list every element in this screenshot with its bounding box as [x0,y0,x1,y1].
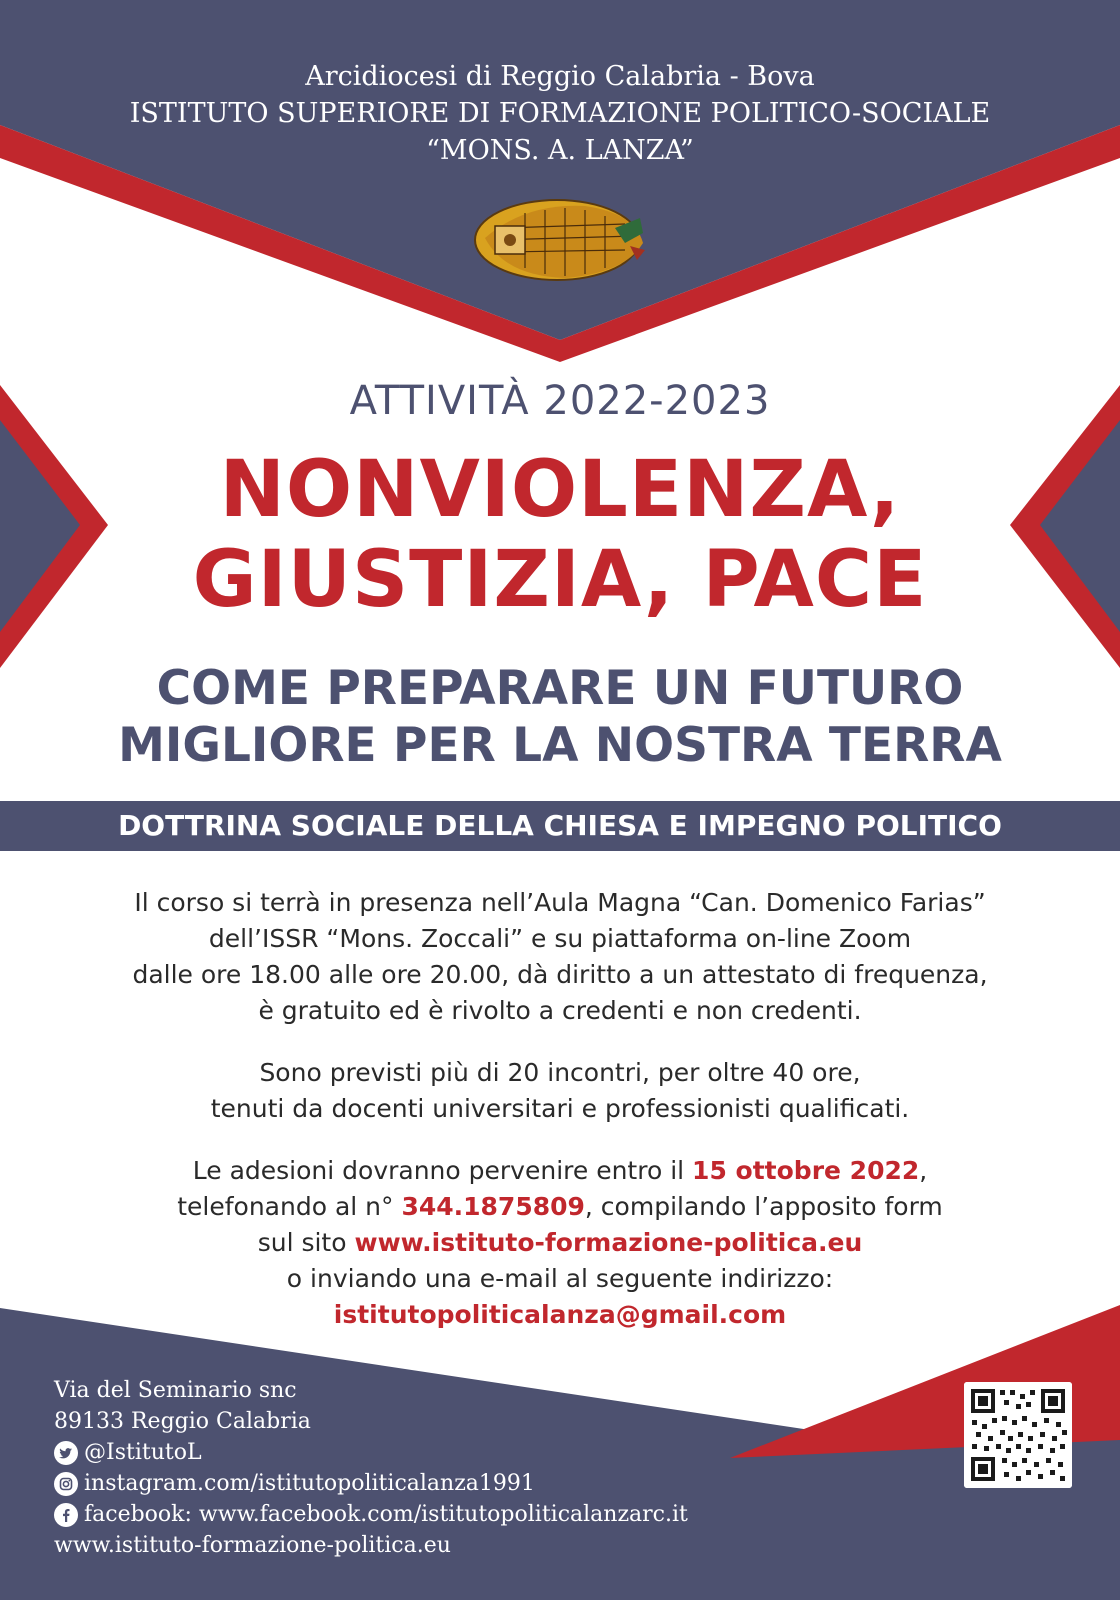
deadline-comma: , [919,1156,928,1185]
para1-line3: dalle ore 18.00 alle ore 20.00, dà diritto a un attestato di frequenza, [132,960,988,989]
main-title [0,445,1120,625]
title-line-2: GIUSTIZIA, PACE [192,535,928,625]
institute-dedication: “MONS. A. LANZA” [426,135,694,166]
deadline-date: 15 ottobre 2022 [692,1156,920,1185]
institute-name: ISTITUTO SUPERIORE DI FORMAZIONE POLITICO-SOCIALE [129,98,991,129]
institution-header [0,58,1120,169]
para3-line3 [0,1225,1120,1261]
address-line-1: Via del Seminario snc [54,1378,297,1403]
email-link[interactable]: istitutopoliticalanza@gmail.com [333,1300,787,1329]
city-emblem-icon [465,188,655,288]
para1-line1: Il corso si terrà in presenza nell’Aula Magna “Can. Domenico Farias” [134,888,986,917]
topic-band: DOTTRINA SOCIALE DELLA CHIESA E IMPEGNO POLITICO [0,801,1120,851]
course-description [0,885,1120,1333]
subtitle-line-1: COME PREPARARE UN FUTURO [156,661,964,716]
top-navy-chevron [0,0,1120,340]
twitter-row[interactable] [54,1437,688,1468]
para3-line4: o inviando una e-mail al seguente indirizzo: [286,1264,834,1293]
facebook-icon [54,1503,78,1527]
subtitle [0,660,1120,774]
archdiocese-line: Arcidiocesi di Reggio Calabria - Bova [305,61,815,92]
site-intro: sul sito [257,1228,355,1257]
footer-website-link[interactable]: www.istituto-formazione-politica.eu [54,1533,451,1558]
para2-line1: Sono previsti più di 20 incontri, per oltre 40 ore, [259,1058,861,1087]
phone-intro: telefonando al n° [177,1192,402,1221]
instagram-icon [54,1472,78,1496]
para3-line2 [0,1189,1120,1225]
activity-year: ATTIVITÀ 2022-2023 [349,378,771,424]
form-text: , compilando l’apposito form [584,1192,943,1221]
twitter-icon [54,1441,78,1465]
subtitle-line-2: MIGLIORE PER LA NOSTRA TERRA [118,718,1002,773]
instagram-url: instagram.com/istitutopoliticalanza1991 [84,1471,535,1496]
twitter-handle: @IstitutoL [84,1440,202,1465]
para3-line1 [0,1153,1120,1189]
facebook-url: facebook: www.facebook.com/istitutopoliticalanzarc.it [84,1502,688,1527]
qr-code-icon[interactable] [964,1382,1072,1488]
para2-line2: tenuti da docenti universitari e professionisti qualificati. [210,1094,910,1123]
footer-contacts [54,1375,688,1561]
website-link[interactable]: www.istituto-formazione-politica.eu [354,1228,863,1257]
deadline-intro: Le adesioni dovranno pervenire entro il [192,1156,693,1185]
para1-line2: dell’ISSR “Mons. Zoccali” e su piattaforma on-line Zoom [208,924,912,953]
address-line-2: 89133 Reggio Calabria [54,1409,311,1434]
phone-link[interactable]: 344.1875809 [401,1192,585,1221]
facebook-row[interactable] [54,1499,688,1530]
para1-line4: è gratuito ed è rivolto a credenti e non credenti. [258,996,862,1025]
title-line-1: NONVIOLENZA, [219,445,901,535]
instagram-row[interactable] [54,1468,688,1499]
